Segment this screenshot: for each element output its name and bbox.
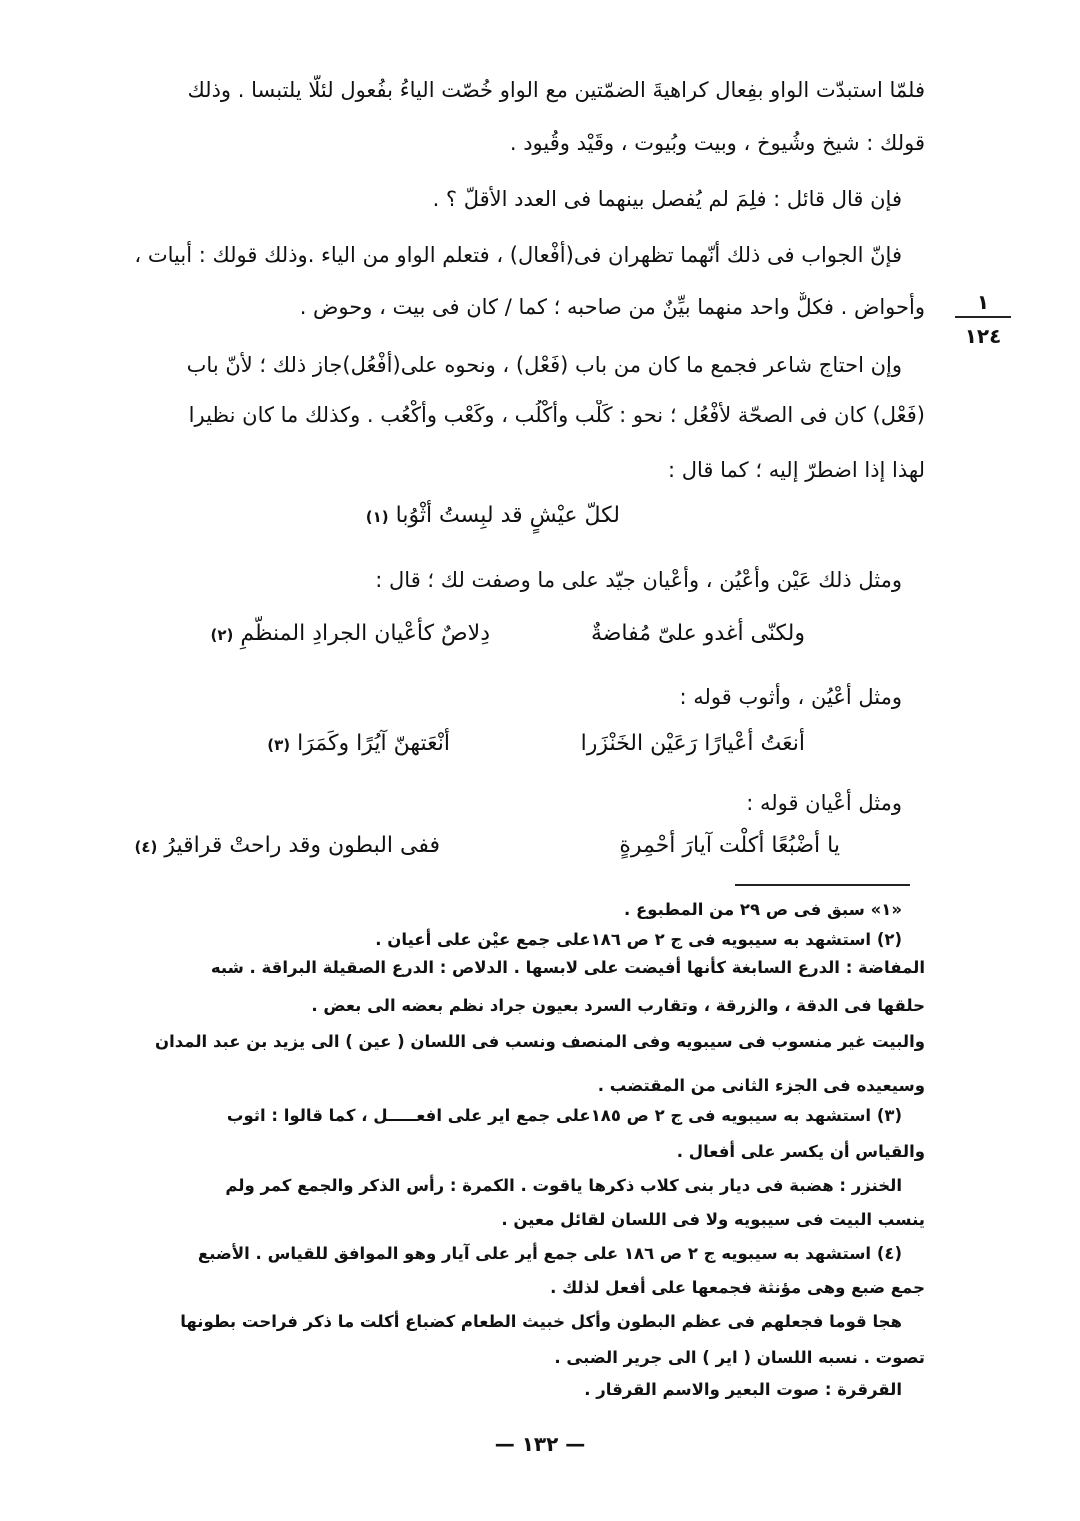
body-line-10: ومثل أعْيُن ، وأثوب قوله : (679, 685, 902, 709)
footnote-4-line-5: القرقرة : صوت البعير والاسم القرقار . (584, 1380, 902, 1399)
margin-ref-divider (955, 316, 1011, 318)
footnote-1: «١» سبق فى ص ٢٩ من المطبوع . (624, 900, 902, 919)
verse-4-first-hemistich: يا أضْبُعًا أكلْت آيارَ أحْمِرةٍ (619, 833, 840, 858)
footnote-4-line-2: جمع ضبع وهى مؤنثة فجمعها على أفعل لذلك . (550, 1278, 925, 1297)
footnote-3-line-4: ينسب البيت فى سيبويه ولا فى اللسان لقائل معين . (501, 1210, 925, 1229)
verse-3-first-hemistich: أنعَتُ أعْيارًا رَعَيْن الخَنْزَرا (580, 731, 805, 756)
body-line-5: وأحواض . فكلٌّ واحد منهما بيِّنٌ من صاحبه ؛ كما / كان فى بيت ، وحوض . (299, 295, 925, 319)
footnote-2-line-4: والبيت غير منسوب فى سيبويه وفى المنصف ونسب فى اللسان ( عين ) الى يزيد بن عبد المدان (155, 1032, 925, 1051)
verse-1-text: لكلّ عيْشٍ قد لبِستُ أثْوُبا (395, 503, 620, 528)
footnote-separator (735, 884, 910, 886)
body-line-7: (فَعْل) كان فى الصحّة لأفْعُل ؛ نحو : كَلْب وأكْلُب ، وكَعْب وأكْعُب . وكذلك ما كان نظيرا (188, 403, 925, 427)
body-line-3: فإن قال قائل : فلِمَ لم يُفصل بينهما فى العدد الأقلّ ؟ . (432, 187, 902, 211)
footnote-4-line-3: هجا قوما فجعلهم فى عظم البطون وأكل خبيث الطعام كضباع أكلت ما ذكر فراحت بطونها (180, 1312, 902, 1331)
verse-3-footnote-ref: (٣) (267, 736, 291, 754)
verse-1 (366, 500, 620, 533)
verse-2-second-hemistich (210, 618, 490, 651)
verse-4-footnote-ref: (٤) (134, 838, 158, 856)
body-line-2: قولك : شيخ وشُيوخ ، وبيت وبُيوت ، وقَيْد وقُيود . (509, 131, 925, 155)
footnote-2: (٢) استشهد به سيبويه فى ج ٢ ص ١٨٦على جمع عيْن على أعيان . (375, 930, 902, 949)
page-number: — ١٣٢ — (494, 1432, 586, 1456)
verse-2-second-text: دِلاصٌ كأعْيان الجرادِ المنظّمِ (240, 621, 490, 646)
footnote-2-line-5: وسيعيده فى الجزء الثانى من المقتضب . (597, 1076, 925, 1095)
body-line-4: فإنّ الجواب فى ذلك أنّهما تظهران فى(أفْعال) ، فتعلم الواو من الياء .وذلك قولك : أبيات ، (134, 243, 902, 267)
footnote-2-line-2: المفاضة : الدرع السابغة كأنها أفيضت على لابسها . الدلاص : الدرع الصقيلة البراقة . شبه (210, 958, 925, 977)
margin-ref-bottom: ١٢٤ (964, 324, 1002, 348)
body-line-11: ومثل أعْيان قوله : (746, 791, 902, 815)
footnote-3-line-3: الخنزر : هضبة فى ديار بنى كلاب ذكرها ياقوت . الكمرة : رأس الذكر والجمع كمر ولم (225, 1176, 902, 1195)
footnote-4-line-4: تصوت . نسبه اللسان ( اير ) الى جرير الضبى . (554, 1348, 925, 1367)
verse-2-first-hemistich: ولكنّى أغدو علىّ مُفاضةٌ (590, 621, 805, 646)
verse-4-second-hemistich (134, 830, 440, 863)
body-line-8: لهذا إذا اضطرّ إليه ؛ كما قال : (668, 458, 925, 482)
verse-3-second-hemistich (267, 728, 450, 761)
footnote-4: (٤) استشهد به سيبويه ج ٢ ص ١٨٦ على جمع أير على آيار وهو الموافق للقياس . الأضبع (197, 1244, 902, 1263)
footnote-3: (٣) استشهد به سيبويه فى ج ٢ ص ١٨٥على جمع اير على افعـــــل ، كما قالوا : اثوب (226, 1106, 902, 1125)
verse-3-second-text: أنْعَتهنّ آيُرًا وكَمَرَا (297, 731, 450, 756)
verse-1-footnote-ref: (١) (365, 508, 389, 526)
body-line-9: ومثل ذلك عَيْن وأعْيُن ، وأعْيان جيّد على ما وصفت لك ؛ قال : (375, 568, 902, 592)
footnote-3-line-2: والقياس أن يكسر على أفعال . (676, 1142, 925, 1161)
footnote-2-line-3: حلقها فى الدقة ، والزرقة ، وتقارب السرد بعيون جراد نظم بعضه الى بعض . (311, 996, 925, 1015)
margin-ref-top: ١ (976, 290, 990, 314)
body-line-1: فلمّا استبدّت الواو بفِعال كراهيةَ الضمّتين مع الواو خُصّت الياءُ بفُعول لئلّا يلتبسا . وذلك (187, 78, 925, 102)
verse-4-second-text: ففى البطون وقد راحتْ قراقيرُ (164, 833, 440, 858)
verse-2-footnote-ref: (٢) (210, 626, 234, 644)
body-line-6: وإن احتاج شاعر فجمع ما كان من باب (فَعْل) ، ونحوه على(أفْعُل)جاز ذلك ؛ لأنّ باب (186, 353, 902, 377)
